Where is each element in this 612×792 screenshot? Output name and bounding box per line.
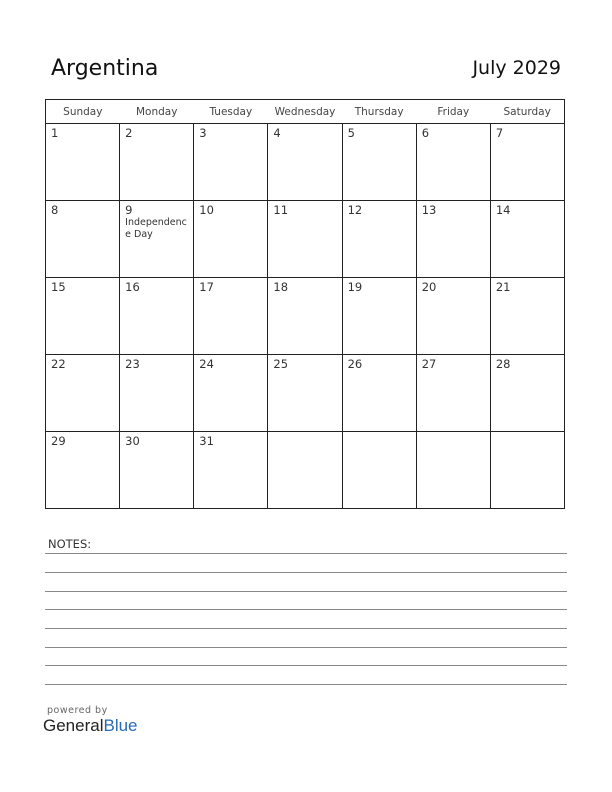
day-number: 26 — [347, 357, 363, 371]
day-number: 31 — [199, 434, 214, 448]
note-line — [45, 609, 567, 610]
day-number: 24 — [199, 357, 214, 371]
day-number: 25 — [273, 357, 289, 371]
day-cell[interactable] — [46, 432, 120, 509]
month-year-title: July 2029 — [472, 57, 561, 79]
day-number: 14 — [495, 203, 511, 217]
day-cell[interactable] — [342, 355, 416, 432]
weekday-saturday: Saturday — [490, 100, 564, 124]
day-cell[interactable] — [342, 278, 416, 355]
day-cell[interactable] — [46, 278, 120, 355]
day-cell[interactable] — [490, 201, 564, 278]
day-cell[interactable] — [194, 355, 268, 432]
week-row — [46, 124, 565, 201]
week-row — [46, 432, 565, 509]
day-cell[interactable] — [490, 355, 564, 432]
weekday-thursday: Thursday — [342, 100, 416, 124]
day-cell[interactable] — [342, 432, 416, 509]
note-line — [45, 628, 567, 629]
day-number: 2 — [125, 126, 133, 140]
note-line — [45, 572, 567, 573]
week-row — [46, 355, 565, 432]
day-cell[interactable] — [46, 355, 120, 432]
day-number: 27 — [421, 357, 437, 371]
notes-label: NOTES: — [48, 537, 92, 551]
day-number: 12 — [347, 203, 363, 217]
weekday-tuesday: Tuesday — [194, 100, 268, 124]
day-cell[interactable] — [120, 201, 194, 278]
day-number: 23 — [125, 357, 140, 371]
country-title: Argentina — [51, 56, 159, 81]
day-cell[interactable] — [416, 201, 490, 278]
calendar-grid — [45, 99, 565, 509]
day-cell[interactable] — [194, 124, 268, 201]
day-number: 21 — [495, 280, 511, 294]
weekday-friday: Friday — [416, 100, 490, 124]
day-number: 3 — [199, 126, 207, 140]
note-line — [45, 684, 567, 685]
weekday-header-row — [46, 100, 565, 124]
brand-general: General — [43, 716, 104, 735]
day-cell[interactable] — [194, 201, 268, 278]
day-number: 20 — [421, 280, 437, 294]
day-number: 10 — [199, 203, 214, 217]
day-number: 9 — [125, 203, 133, 217]
day-number: 7 — [495, 126, 504, 140]
day-number: 22 — [51, 357, 66, 371]
day-cell[interactable] — [120, 278, 194, 355]
day-cell[interactable] — [120, 355, 194, 432]
day-cell[interactable] — [268, 278, 342, 355]
day-number: 5 — [347, 126, 355, 140]
day-cell[interactable] — [268, 201, 342, 278]
powered-by-text: powered by — [47, 705, 108, 716]
day-cell[interactable] — [46, 124, 120, 201]
day-number: 4 — [273, 126, 281, 140]
day-number: 16 — [125, 280, 140, 294]
note-line — [45, 591, 567, 592]
day-cell[interactable] — [342, 124, 416, 201]
day-number: 13 — [421, 203, 437, 217]
day-cell[interactable] — [194, 432, 268, 509]
day-cell[interactable] — [416, 124, 490, 201]
day-cell[interactable] — [46, 201, 120, 278]
day-number: 19 — [347, 280, 363, 294]
day-number: 11 — [273, 203, 289, 217]
day-cell[interactable] — [416, 355, 490, 432]
day-cell[interactable] — [194, 278, 268, 355]
day-number: 8 — [51, 203, 59, 217]
day-number: 30 — [125, 434, 140, 448]
day-number: 15 — [51, 280, 66, 294]
day-cell[interactable] — [268, 355, 342, 432]
weekday-wednesday: Wednesday — [268, 100, 342, 124]
day-cell[interactable] — [490, 124, 564, 201]
day-cell[interactable] — [268, 432, 342, 509]
day-number: 29 — [51, 434, 66, 448]
day-number: 1 — [51, 126, 59, 140]
day-number: 18 — [273, 280, 289, 294]
day-number: 17 — [199, 280, 214, 294]
generalblue-logo[interactable] — [43, 716, 138, 736]
day-number: 6 — [421, 126, 430, 140]
day-number: 28 — [495, 357, 511, 371]
day-cell[interactable] — [268, 124, 342, 201]
week-row — [46, 278, 565, 355]
day-cell[interactable] — [416, 432, 490, 509]
day-cell[interactable] — [120, 432, 194, 509]
weekday-monday: Monday — [120, 100, 194, 124]
brand-blue: Blue — [103, 716, 138, 735]
week-row — [46, 201, 565, 278]
note-line — [45, 665, 567, 666]
day-cell[interactable] — [490, 432, 564, 509]
day-cell[interactable] — [490, 278, 564, 355]
note-line — [45, 553, 567, 554]
weekday-sunday: Sunday — [46, 100, 120, 124]
note-line — [45, 647, 567, 648]
holiday-label: Independence Day — [125, 217, 187, 240]
day-cell[interactable] — [120, 124, 194, 201]
day-cell[interactable] — [342, 201, 416, 278]
day-cell[interactable] — [416, 278, 490, 355]
